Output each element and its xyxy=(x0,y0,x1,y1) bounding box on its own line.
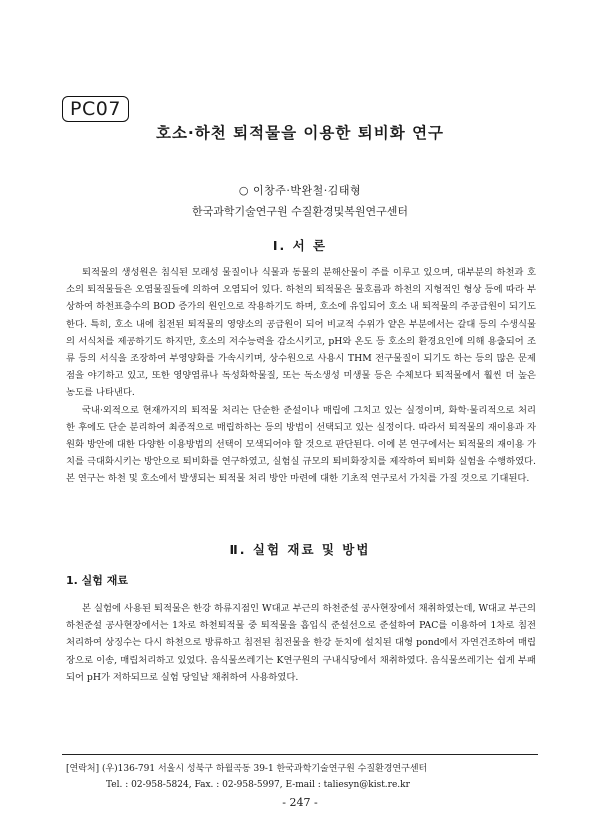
footer-divider xyxy=(62,754,538,755)
introduction-body xyxy=(66,264,536,488)
subsection-heading-materials: 1. 실험 재료 xyxy=(66,574,128,587)
page-number: - 247 - xyxy=(282,796,318,809)
materials-body xyxy=(66,600,536,686)
introduction-paragraph-2: 국내·외적으로 현재까지의 퇴적물 처리는 단순한 준설이나 매립에 그치고 있는 실정이며, 화학·물리적으로 처리한 후에도 단순 분리하여 최종적으로 매립하하는 등의 방법이 선택되고 있는 실정이다. 따라서 퇴적물의 재이용과 자원화 방안에 대한 다양한 이용방법의 선택이 모색되어야 할 것으로 판단된다. 이에 본 연구에서는 퇴적물의 재이용 가치를 극대화시키는 방안으로 퇴비화를 연구하였고, 실험실 규모의 퇴비화장치를 제작하여 퇴비화 실험을 수행하였다. 본 연구는 하천 및 호소에서 발생되는 퇴적물 처리 방안 마련에 대한 기초적 연구로서 가치를 가질 것으로 기대된다. xyxy=(66,404,536,485)
paper-code-box: PC07 xyxy=(62,96,129,122)
paper-title: 호소·하천 퇴적물을 이용한 퇴비화 연구 xyxy=(155,124,445,142)
section-heading-methods: Ⅱ. 실험 재료 및 방법 xyxy=(229,542,371,557)
materials-paragraph-1: 본 실험에 사용된 퇴적물은 한강 하류지점인 W대교 부근의 하천준설 공사현장에서 채취하였는데, W대교 부근의 하천준설 공사현장에서는 1차로 하천퇴적물 중 퇴적물을 흡입식 준설선으로 준설하여 PAC를 이용하여 1차로 침전처리하여 상징수는 다시 하천으로 방류하고 침전된 침전물을 한강 둔치에 설치된 대형 pond에서 자연건조하여 매립장으로 이송, 매립처리하고 있었다. 음식물쓰레기는 K연구원의 구내식당에서 채취하였다. 음식물쓰레기는 쉽게 부패되어 pH가 저하되므로 실험 당일날 채취하여 사용하였다. xyxy=(66,603,536,683)
contact-phone-email: Tel. : 02-958-5824, Fax. : 02-958-5997, E-mail : taliesyn@kist.re.kr xyxy=(106,780,410,790)
section-heading-introduction: Ⅰ. 서 론 xyxy=(272,238,328,253)
introduction-paragraph-1: 퇴적물의 생성원은 침식된 모래성 물질이나 식물과 동물의 분해산물이 주를 이루고 있으며, 대부분의 하천과 호소의 퇴적물들은 오염물질들에 의하여 오염되어 있다. 하천의 퇴적물은 물호름과 하천의 지형적인 형상 등에 따라 부상하여 하천표층수의 BOD 증가의 원인으로 작용하기도 하며, 호소에 유입되어 호소 내 퇴적물의 주공급원이 되기도 한다. 특히, 호소 내에 침전된 퇴적물의 영양소의 공급원이 되어 비교적 수위가 얕은 부분에서는 갈대 등의 수생식물의 서식처를 제공하기도 하지만, 호소의 저수능력을 감소시키고, pH와 온도 등 호소의 환경요인에 의해 용출되어 조류 등의 서식을 조장하여 부영양화를 가속시키며, 상수원으로 사용시 THM 전구물질이 되기도 하는 등의 많은 문제점을 야기하고 있고, 또한 영양염류나 독성화학물질, 또는 독소생성 미생물 등은 수체보다 퇴적물에서 훨씬 더 높은 농도를 나타낸다. xyxy=(66,267,536,399)
contact-address: [연락처] (우)136-791 서울시 성북구 하월곡동 39-1 한국과학기술연구원 수질환경연구센터 xyxy=(66,764,428,774)
author-list: ○ 이창주·박완철·김태형 xyxy=(238,184,362,197)
contact-info xyxy=(66,761,540,793)
author-affiliation: 한국과학기술연구원 수질환경및복원연구센터 xyxy=(191,205,408,218)
